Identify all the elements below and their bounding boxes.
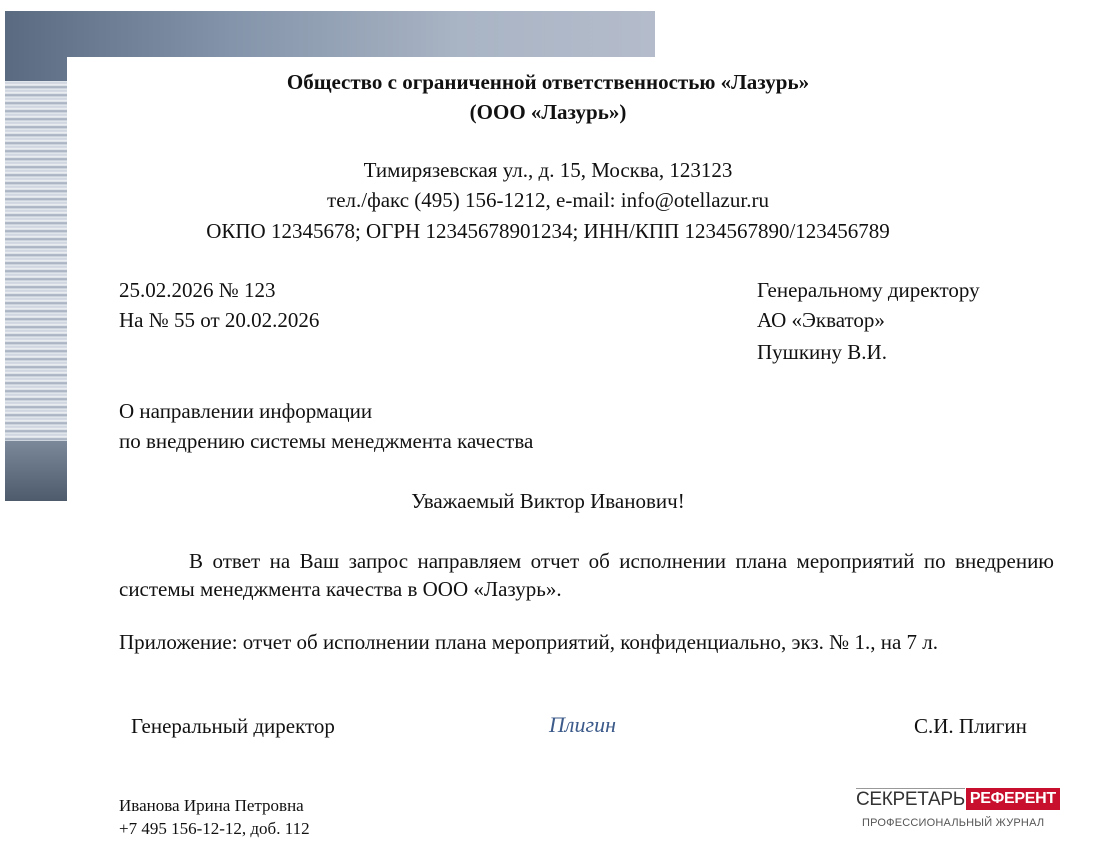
subject-line-2: по внедрению системы менеджмента качества xyxy=(119,429,534,453)
org-short-name: (ООО «Лазурь») xyxy=(469,100,627,124)
logo-box: РЕФЕРЕНТ xyxy=(966,788,1060,810)
attachment-line: Приложение: отчет об исполнении плана мероприятий, конфиденциально, экз. № 1., на 7 л. xyxy=(119,630,939,654)
signer-name: С.И. Плигин xyxy=(914,714,1027,738)
org-full-name: Общество с ограниченной ответственностью «Лазурь» xyxy=(286,70,810,94)
greeting: Уважаемый Виктор Иванович! xyxy=(411,489,685,513)
handwritten-signature: Плигин xyxy=(549,712,616,737)
body-paragraph: В ответ на Ваш запрос направляем отчет об исполнении плана мероприятий по внедрению системы менеджмента качества в ООО «Лазурь». xyxy=(119,549,1054,601)
doc-date-number: 25.02.2026 № 123 xyxy=(119,278,276,302)
org-codes: ОКПО 12345678; ОГРН 12345678901234; ИНН/КПП 1234567890/123456789 xyxy=(206,219,890,243)
org-address: Тимирязевская ул., д. 15, Москва, 123123 xyxy=(363,158,733,182)
journal-logo xyxy=(856,786,1056,836)
paper-stack xyxy=(5,81,75,461)
addressee-position: Генеральному директору xyxy=(757,278,980,302)
doc-reference: На № 55 от 20.02.2026 xyxy=(119,308,320,332)
journal-logo-main xyxy=(856,788,1060,810)
signer-position: Генеральный директор xyxy=(131,714,335,738)
executor-phone: +7 495 156-12-12, доб. 112 xyxy=(119,819,310,838)
addressee-name: Пушкину В.И. xyxy=(757,340,887,364)
executor-name: Иванова Ирина Петровна xyxy=(119,796,304,815)
org-contacts: тел./факс (495) 156-1212, e-mail: info@otellazur.ru xyxy=(327,188,769,212)
logo-subtitle: ПРОФЕССИОНАЛЬНЫЙ ЖУРНАЛ xyxy=(862,817,1045,829)
logo-word: СЕКРЕТАРЬ xyxy=(856,788,965,810)
subject-line-1: О направлении информации xyxy=(119,399,373,423)
addressee-company: АО «Экватор» xyxy=(757,308,885,332)
